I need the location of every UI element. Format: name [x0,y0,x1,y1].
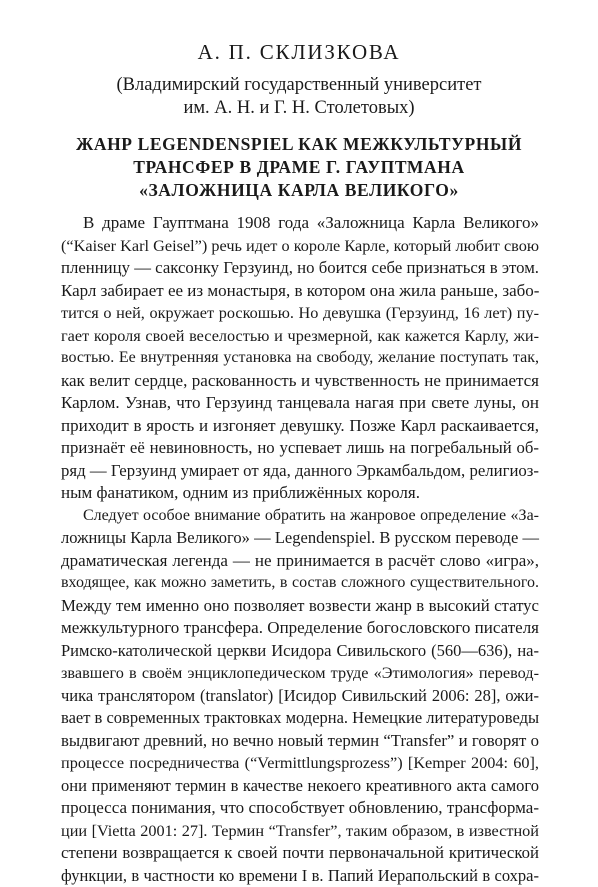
author-affiliation [0,74,598,120]
body-line: звавшего в своём энциклопедическом труде «Этимология» перевод- [61,662,539,685]
affiliation-line: (Владимирский государственный университет [0,74,598,97]
article-body [61,212,539,887]
body-line: приходит в ярость и изгоняет девушку. Позже Карл раскаивается, [61,415,539,438]
body-line: В драме Гауптмана 1908 года «Заложница Карла Великого» [61,212,539,235]
body-line: Следует особое внимание обратить на жанровое определение «За- [61,505,539,528]
body-line: вает в современных трактовках модерна. Немецкие литературоведы [61,707,539,730]
body-line: ным фанатиком, одним из приближённых короля. [61,482,539,505]
body-line: Римско-католической церкви Исидора Сивильского (560—636), на- [61,640,539,663]
author-name: А. П. СКЛИЗКОВА [0,40,598,65]
body-line: функции, в частности ко времени I в. Папий Иерапольский в сохра- [61,865,539,887]
article-title [0,133,598,202]
body-line: процесса понимания, что способствует обновлению, трансформа- [61,797,539,820]
body-line: они применяют термин в качестве некоего креативного акта самого [61,775,539,798]
body-line: как велит сердце, раскованность и чувственность не принимается [61,370,539,393]
body-line: драматическая легенда — не принимается в расчёт слово «игра», [61,550,539,573]
title-line: ЖАНР LEGENDENSPIEL КАК МЕЖКУЛЬТУРНЫЙ [0,133,598,156]
body-line: ции [Vietta 2001: 27]. Термин “Transfer”, таким образом, в известной [61,820,539,843]
body-line: степени возвращается к своей почти первоначальной критической [61,842,539,865]
body-line: чика транслятором (translator) [Исидор Сивильский 2006: 28], ожи- [61,685,539,708]
body-line: выдвигают древний, но вечно новый термин “Transfer” и говорят о [61,730,539,753]
title-line: ТРАНСФЕР В ДРАМЕ Г. ГАУПТМАНА [0,156,598,179]
body-line: Между тем именно оно позволяет возвести жанр в высокий статус [61,595,539,618]
body-line: признаёт её невиновность, но успевает лишь на погребальный об- [61,437,539,460]
body-line: ряд — Герзуинд умирает от яда, данного Эркамбальдом, религиоз- [61,460,539,483]
body-line: востью. Ее внутренняя установка на свободу, желание поступать так, [61,347,539,370]
body-line: процессе посредничества (“Vermittlungsprozess”) [Kemper 2004: 60], [61,752,539,775]
body-line: гает короля своей веселостью и чрезмерной, как кажется Карлу, жи- [61,325,539,348]
body-line: Карл забирает ее из монастыря, в котором она жила раньше, забо- [61,280,539,303]
title-line: «ЗАЛОЖНИЦА КАРЛА ВЕЛИКОГО» [0,179,598,202]
body-line: (“Kaiser Karl Geisel”) речь идет о короле Карле, который любит свою [61,235,539,258]
body-line: Карлом. Узнав, что Герзуинд танцевала нагая при свете луны, он [61,392,539,415]
body-line: межкультурного трансфера. Определение богословского писателя [61,617,539,640]
body-line: тится о ней, окружает роскошью. Но девушка (Герзуинд, 16 лет) пу- [61,302,539,325]
affiliation-line: им. А. Н. и Г. Н. Столетовых) [0,97,598,120]
body-line: ложницы Карла Великого» — Legendenspiel. В русском переводе — [61,527,539,550]
body-line: входящее, как можно заметить, в состав сложного существительного. [61,572,539,595]
body-line: пленницу — саксонку Герзуинд, но боится себе признаться в этом. [61,257,539,280]
